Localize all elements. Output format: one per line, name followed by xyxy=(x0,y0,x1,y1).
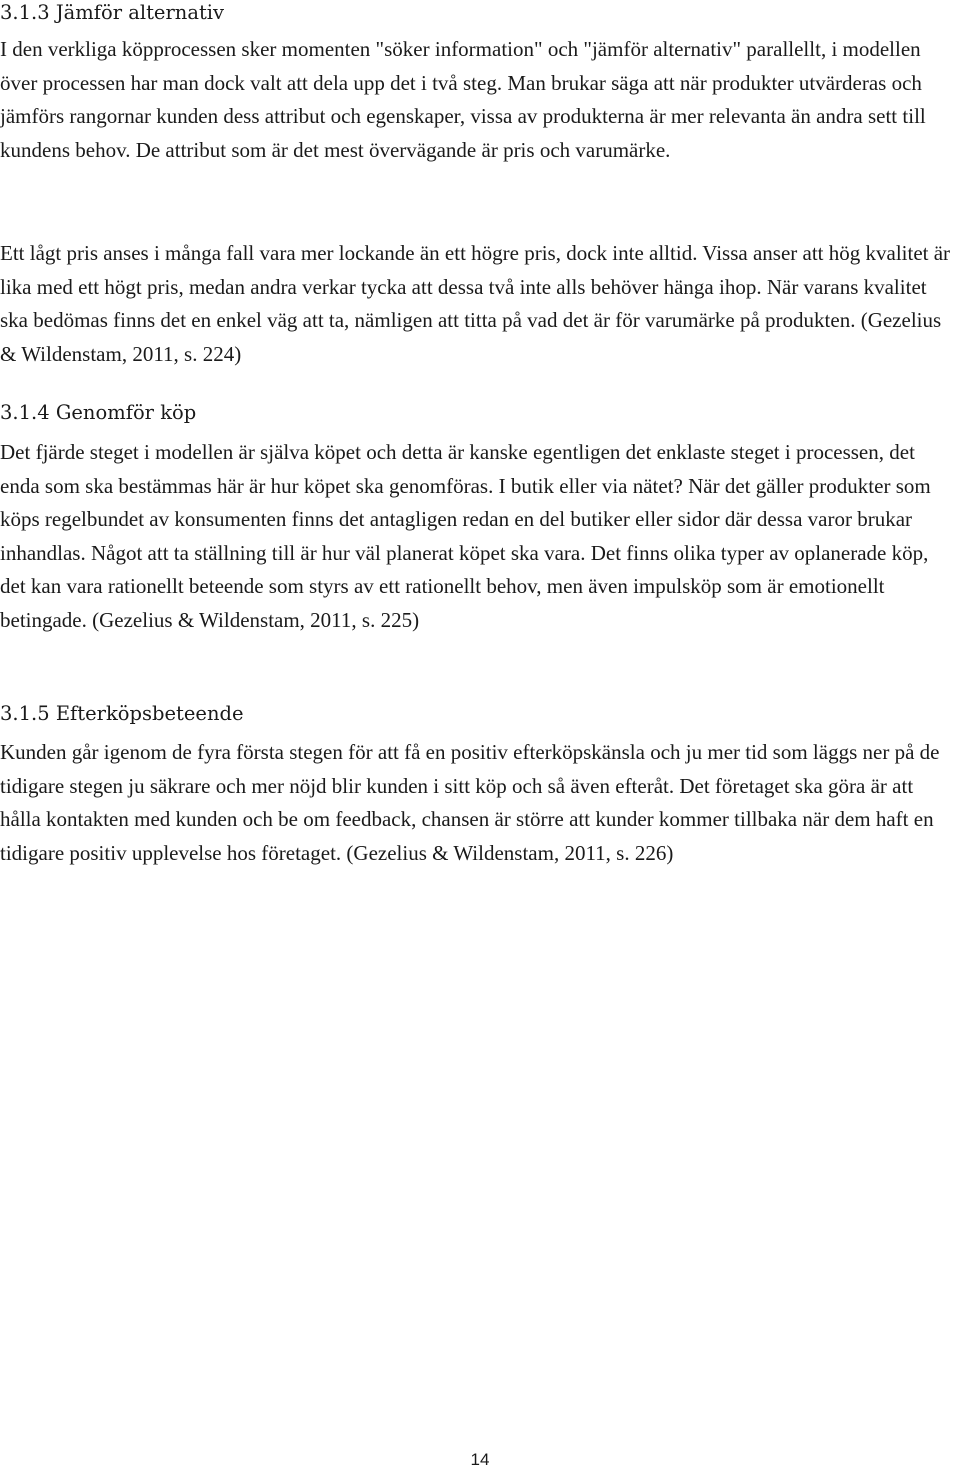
paragraph-jamfor-alternativ-1: I den verkliga köpprocessen sker momenten "söker information" och "jämför alternativ" parallellt, i modellen över processen har man dock valt att dela upp det i två steg. Man brukar säga att när produkter utvärderas och jämförs rangornar kunden dess attribut och egenskaper, vissa av produkterna är mer relevanta än andra sett till kundens behov. De attribut som är det mest övervägande är pris och varumärke. xyxy=(0,37,926,162)
page-number: 14 xyxy=(470,1450,490,1469)
section-heading-genomfor-kop: 3.1.4 Genomför köp xyxy=(0,401,197,424)
paragraph-jamfor-alternativ-2: Ett lågt pris anses i många fall vara mer lockande än ett högre pris, dock inte alltid. Vissa anser att hög kvalitet är lika med ett högt pris, medan andra verkar tycka att dessa två inte alls behöver hänga ihop. När varans kvalitet ska bedömas finns det en enkel väg att ta, nämligen att titta på vad det är för varumärke på produkten. (Gezelius & Wildenstam, 2011, s. 224) xyxy=(0,241,951,366)
section-heading-jamfor-alternativ: 3.1.3 Jämför alternativ xyxy=(0,1,225,24)
paragraph-efterkopsbeteende: Kunden går igenom de fyra första stegen för att få en positiv efterköpskänsla och ju mer tid som läggs ner på de tidigare stegen ju säkrare och mer nöjd blir kunden i sitt köp och så även efteråt. Det företaget ska göra är att hålla kontakten med kunden och be om feedback, chansen är större att kunder kommer tillbaka när dem haft en tidigare positiv upplevelse hos företaget. (Gezelius & Wildenstam, 2011, s. 226) xyxy=(0,740,940,865)
section-heading-efterkopsbeteende: 3.1.5 Efterköpsbeteende xyxy=(0,702,244,725)
paragraph-genomfor-kop: Det fjärde steget i modellen är själva köpet och detta är kanske egentligen det enklaste steget i processen, det enda som ska bestämmas här är hur köpet ska genomföras. I butik eller via nätet? När det gäller produkter som köps regelbundet av konsumenten finns det antagligen redan en del butiker eller sidor där dessa varor brukar inhandlas. Något att ta ställning till är hur väl planerat köpet ska vara. Det finns olika typer av oplanerade köp, det kan vara rationellt beteende som styrs av ett rationellt behov, men även impulsköp som är emotionellt betingade. (Gezelius & Wildenstam, 2011, s. 225) xyxy=(0,440,931,632)
